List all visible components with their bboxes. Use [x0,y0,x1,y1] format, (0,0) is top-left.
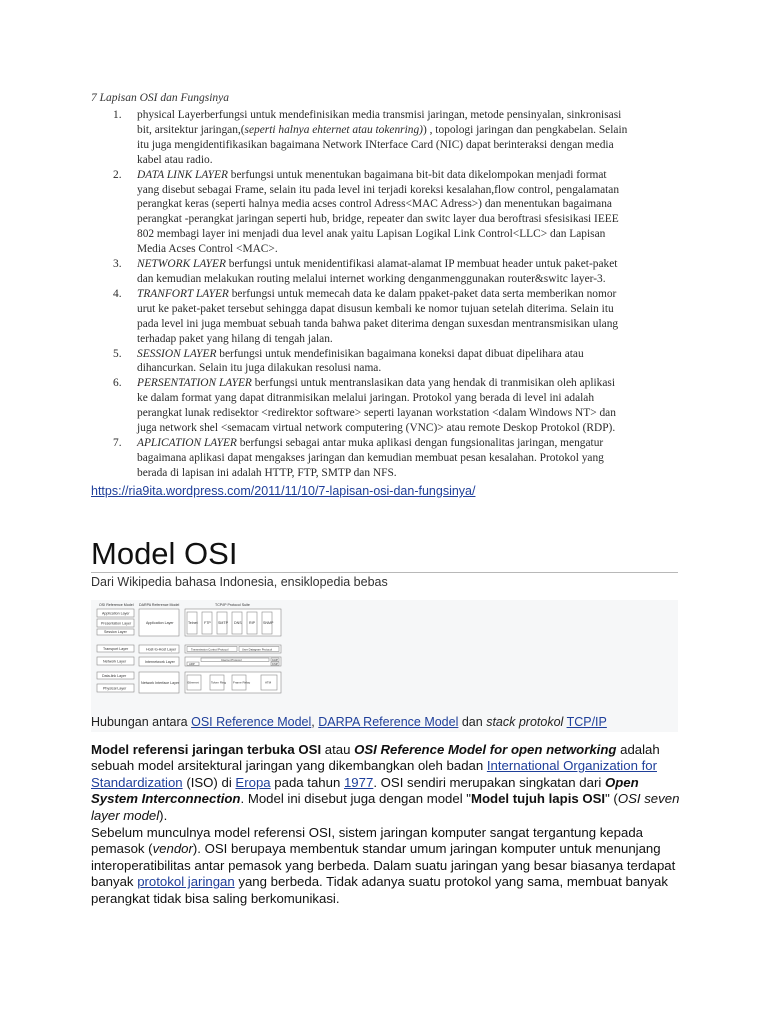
list-item: 7. APLICATION LAYER berfungsi sebagai antar muka aplikasi dengan fungsionalitas jaringan, mengatur bagaimana aplikasi dapat mengakses jaringan dan kemudian membuat pesan kesalahan. Protokol yang berada di lapisan ini adalah HTTP, FTP, SMTP dan NFS. [113,436,604,479]
list-item: 5. SESSION LAYER berfungsi untuk mendefinisikan bagaimana koneksi dapat dibuat dipelihara atau dihancurkan. Selain itu juga dilakukan resolusi nama. [113,347,584,375]
darpa-layer-label: Application Layer [146,621,174,625]
tcpip-app-label: DNS [234,621,242,625]
osi-layer-label: Physical Layer [103,686,127,691]
history-paragraph: Sebelum munculnya model referensi OSI, sistem jaringan komputer sangat tergantung kepada pemasok (vendor). OSI berupaya membentuk standar umum jaringan komputer untuk menunjang interoperatibilitas antar pemasok yang berbeda. Dalam suatu jaringan yang besar biasanya terdapat banyak protokol jaringan yang berbeda. Tidak adanya suatu protokol yang sama, membuat banyak perangkat tidak bisa saling berkomunikasi. [91,825,676,906]
document-title: 7 Lapisan OSI dan Fungsinya [91,92,229,104]
layer-name: PERSENTATION LAYER [137,377,252,390]
tcpip-app-label: FTP [204,621,211,625]
title-divider [91,572,678,573]
tcpip-internet-label: IGMP [272,658,279,662]
list-item: 3. NETWORK LAYER berfungsi untuk menidentifikasi alamat-alamat IP membuat header untuk paket-paket dan kemudian melakukan routing melalui internet working denganmenggunakan router&switc layer-3. [113,258,618,285]
column-header: DARPA Reference Model [139,603,180,607]
darpa-reference-model-link[interactable]: DARPA Reference Model [318,715,459,729]
osi-reference-model-link[interactable]: OSI Reference Model [191,715,312,729]
iso-link[interactable]: International Organization for Standardization [91,758,657,790]
darpa-layer-label: Network Interface Layer [141,681,180,685]
eropa-link[interactable]: Eropa [235,774,271,790]
osi-layer-label: Application Layer [102,611,130,616]
osi-layer-label: Session Layer [104,630,127,634]
protokol-jaringan-link[interactable]: protokol jaringan [137,874,235,890]
source-link[interactable]: https://ria9ita.wordpress.com/2011/11/10/7-lapisan-osi-dan-fungsinya/ [91,484,476,498]
tcpip-internet-label: ARP [189,661,195,666]
tcpip-app-label: SMTP [218,621,228,625]
page-title: Model OSI [91,536,238,571]
osi-layer-label: Presentation Layer [101,621,132,626]
year-1977-link[interactable]: 1977 [343,774,374,790]
osi-diagram [91,600,678,732]
osi-layer-label: Network Layer [103,659,127,664]
tcpip-internet-label: Internet Protocol [221,657,242,662]
list-item: 1. physical Layerberfungsi untuk mendefinisikan media transmisi jaringan, metode pensinyalan, sinkronisasi bit, arsitektur jaringan,(seperti halnya ehternet atau tokenring)) , topologi jaringan dan pengkabelan. Selain itu juga mengidentifikasikan bagaimana Network INterface Card (NIC) dapat berinteraksi dengan media kabel atau radio. [113,109,628,166]
tcpip-network-label: Token Ring [211,680,227,685]
tcpip-app-label: SNMP [263,621,274,625]
page-subtitle: Dari Wikipedia bahasa Indonesia, ensiklopedia bebas [91,575,388,589]
tcpip-transport-label: User Datagram Protocol [242,647,272,652]
layer-name: DATA LINK LAYER [137,168,228,181]
column-header: OSI Reference Model [99,603,134,607]
list-item: 4. TRANFORT LAYER berfungsi untuk memecah data ke dalam ppaket-paket data serta memberikan nomor urut ke paket-paket tersebut sehingga dapat disusun kembali ke nomor tujuan setelah diterima. Selain itu pada level ini juga membuat sebuah tanda bahwa paket diterima dengan suxesdan mentransmisikan ulang terhadap paket yang hilang di tengah jalan. [113,287,619,345]
layer-name: NETWORK LAYER [137,258,226,271]
tcpip-network-label: Frame Relay [233,680,251,685]
layer-name: TRANFORT LAYER [137,287,229,300]
osi-layer-list [91,108,671,481]
darpa-layer-label: Host-to-Host Layer [146,647,177,652]
list-item: 6. PERSENTATION LAYER berfungsi untuk mentranslasikan data yang hendak di tranmisikan oleh aplikasi ke dalam format yang dapat ditranmisikan melalui jaringan. Protokol yang berada di level ini adalah perangkat lunak redisektor <redirektor software> seperti layanan workstation <dalam Windows NT> dan juga network shel <semacam virtual network computering (VNC)> atau remote Deskop Protokol (RDP). [113,377,616,435]
osi-layer-label: Data-link Layer [102,674,127,678]
column-header: TCP/IP Protocol Suite [215,603,250,607]
tcpip-app-label: RIP [249,621,255,625]
osi-layer-label: Transport Layer [103,647,129,651]
intro-paragraph: Model referensi jaringan terbuka OSI atau OSI Reference Model for open networking adalah sebuah model arsitektural jaringan yang dikembangkan oleh badan International Organization for Standardization (ISO) di Eropa pada tahun 1977. OSI sendiri merupakan singkatan dari Open System Interconnection. Model ini disebut juga dengan model "Model tujuh lapis OSI" (OSI seven layer model). [91,742,680,823]
layer-name: SESSION LAYER [137,347,217,360]
tcp-ip-link[interactable]: TCP/IP [566,715,607,729]
osi-comparison-figure [91,600,678,732]
tcpip-network-label: Ethernet [187,680,199,685]
layer-name: APLICATION LAYER [137,436,237,449]
figure-caption: Hubungan antara OSI Reference Model, DARPA Reference Model dan stack protokol TCP/IP [91,715,607,729]
darpa-layer-label: Internetwork Layer [145,660,175,664]
tcpip-internet-label: ICMP [272,662,278,666]
tcpip-app-label: Telnet [188,621,198,625]
tcpip-network-label: ATM [265,680,272,685]
list-item: 2. DATA LINK LAYER berfungsi untuk menentukan bagaimana bit-bit data dikelompokan menjadi format yang disebut sebagai Frame, selain itu pada level ini terjadi koreksi kesalahan,flow control, pengalamatan perangkat keras (seperti halnya media acses control Adress<MAC Adress>) dan menentukan bagaimana perangkat -perangkat jaringan seperti hub, bridge, repeater dan switc layer dua beroftrasi sfesisikasi IEEE 802 membagi layer ini menjadi dua level anak yaitu Lapisan Logikal Link Control<LLC> dan Lapisan Media Acses Control <MAC>. [113,168,620,256]
tcpip-transport-label: Transmission Control Protocol [191,647,229,652]
